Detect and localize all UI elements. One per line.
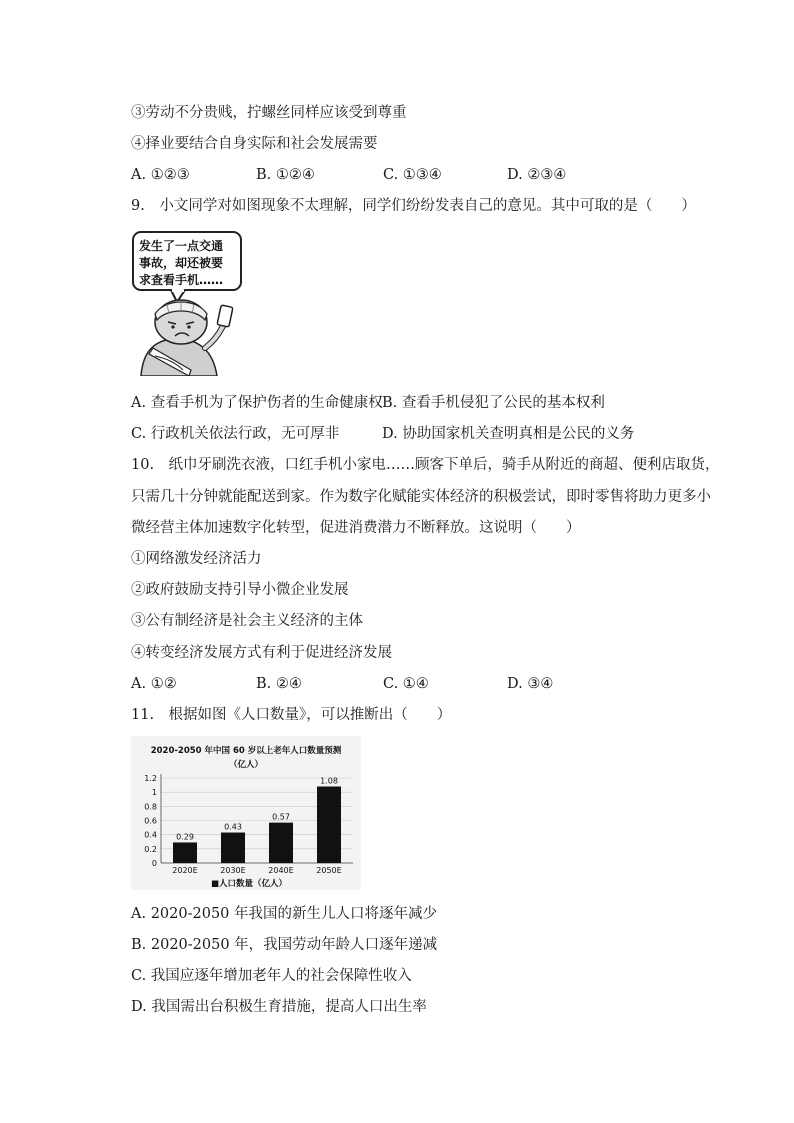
q10-stem-line-3: 微经营主体加速数字化转型，促进消费潜力不断释放。这说明（ ） xyxy=(131,520,581,536)
chart-title: 2020-2050 年中国 60 岁以上老年人口数量预测 xyxy=(150,746,342,756)
y-tick-label: 0.4 xyxy=(144,830,157,840)
x-tick-label: 2040E xyxy=(268,866,294,875)
y-tick-label: 1 xyxy=(151,788,157,798)
q10-option-c[interactable]: C. ①④ xyxy=(383,676,429,692)
q9-option-b[interactable]: B. 查看手机侵犯了公民的基本权利 xyxy=(382,395,605,411)
q11-option-d[interactable]: D. 我国需出台积极生育措施，提高人口出生率 xyxy=(131,999,427,1015)
q10-item-1: ①网络激发经济活力 xyxy=(131,551,262,567)
phone-icon xyxy=(217,305,233,327)
q11-option-c[interactable]: C. 我国应逐年增加老年人的社会保障性收入 xyxy=(131,968,412,984)
bar-data-label: 0.57 xyxy=(272,812,290,822)
q8-option-d[interactable]: D. ②③④ xyxy=(507,167,567,183)
bar-2040E xyxy=(269,823,293,863)
q8-option-b[interactable]: B. ①②④ xyxy=(256,167,315,183)
population-chart-svg xyxy=(131,736,361,890)
q10-option-a[interactable]: A. ①② xyxy=(131,676,177,692)
q10-stem-line-1: 10. 纸巾牙刷洗衣液，口红手机小家电……顾客下单后，骑手从附近的商超、便利店取货， xyxy=(131,457,720,473)
y-tick-label: 0.8 xyxy=(144,802,157,812)
y-tick-label: 0.2 xyxy=(144,844,157,854)
chart-bars xyxy=(173,787,341,864)
q9-cartoon xyxy=(131,230,243,376)
y-tick-label: 0.6 xyxy=(144,816,157,826)
q9-option-c[interactable]: C. 行政机关依法行政，无可厚非 xyxy=(131,426,340,442)
q10-option-b[interactable]: B. ②④ xyxy=(256,676,302,692)
bar-2030E xyxy=(221,833,245,863)
q9-option-d[interactable]: D. 协助国家机关查明真相是公民的义务 xyxy=(382,426,635,442)
q11-option-b[interactable]: B. 2020-2050 年，我国劳动年龄人口逐年递减 xyxy=(131,937,438,953)
bar-data-label: 0.43 xyxy=(224,822,242,832)
x-tick-label: 2030E xyxy=(220,866,246,875)
q11-stem: 11. 根据如图《人口数量》，可以推断出（ ） xyxy=(131,707,452,723)
chart-subtitle: （亿人） xyxy=(228,760,264,770)
bar-data-label: 1.08 xyxy=(320,776,338,786)
q9-option-a[interactable]: A. 查看手机为了保护伤者的生命健康权 xyxy=(131,395,383,411)
y-tick-label: 1.2 xyxy=(144,774,157,783)
q10-item-4: ④转变经济发展方式有利于促进经济发展 xyxy=(131,645,392,661)
y-tick-label: 0 xyxy=(151,859,157,868)
chart-legend: ■人口数量（亿人） xyxy=(210,879,288,889)
q10-stem-line-2: 只需几十分钟就能配送到家。作为数字化赋能实体经济的积极尝试，即时零售将助力更多小 xyxy=(131,489,711,505)
q9-stem: 9. 小文同学对如图现象不太理解，同学们纷纷发表自己的意见。其中可取的是（ ） xyxy=(131,198,696,214)
bar-data-label: 0.29 xyxy=(176,832,194,842)
q10-item-2: ②政府鼓励支持引导小微企业发展 xyxy=(131,582,349,598)
q8-item-3: ③劳动不分贵贱，拧螺丝同样应该受到尊重 xyxy=(131,105,407,121)
bar-2020E xyxy=(173,842,197,863)
bar-2050E xyxy=(317,787,341,864)
q8-option-c[interactable]: C. ①③④ xyxy=(383,167,442,183)
injured-man-illustration xyxy=(131,230,243,376)
q11-option-a[interactable]: A. 2020-2050 年我国的新生儿人口将逐年减少 xyxy=(131,906,437,922)
bubble-line-2: 事故，却还被要 xyxy=(139,256,224,270)
bubble-line-1: 发生了一点交通 xyxy=(139,239,224,253)
q10-item-3: ③公有制经济是社会主义经济的主体 xyxy=(131,613,363,629)
x-tick-label: 2050E xyxy=(316,866,342,875)
bubble-line-3: 求查看手机…… xyxy=(139,273,224,287)
q8-option-a[interactable]: A. ①②③ xyxy=(131,167,190,183)
population-chart xyxy=(131,736,361,890)
q10-option-d[interactable]: D. ③④ xyxy=(507,676,554,692)
x-tick-label: 2020E xyxy=(172,866,198,875)
q8-item-4: ④择业要结合自身实际和社会发展需要 xyxy=(131,136,378,152)
